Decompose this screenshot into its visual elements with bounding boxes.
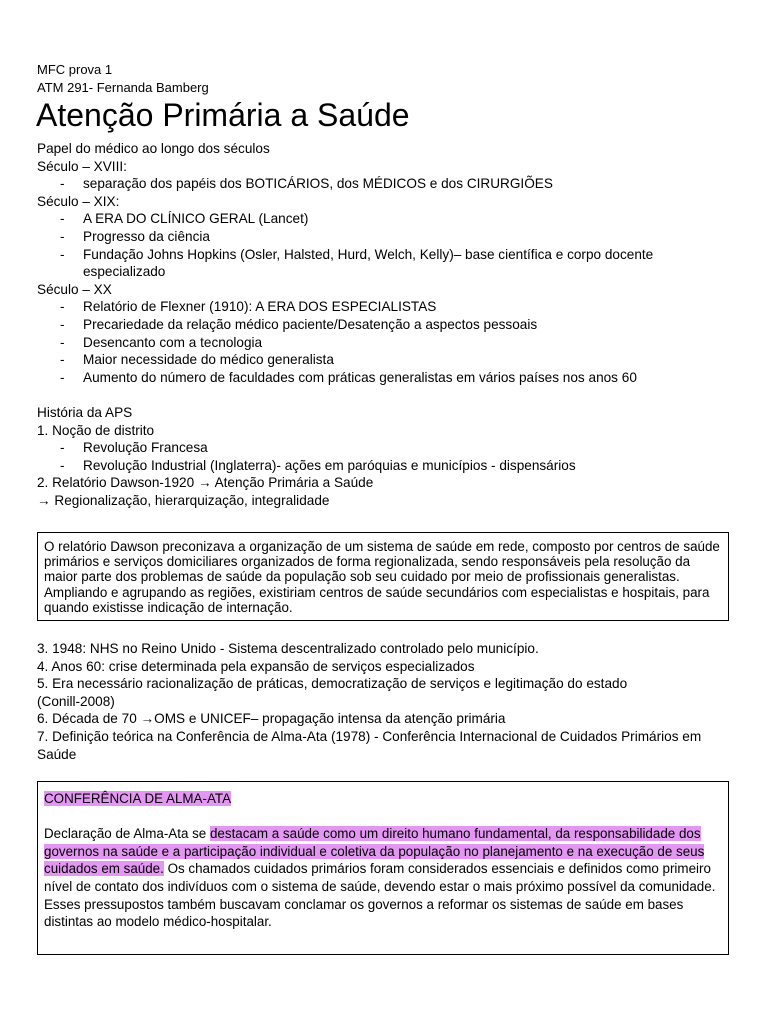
historia-item-1-list bbox=[37, 439, 737, 474]
historia-heading: História da APS bbox=[37, 404, 133, 420]
alma-ata-box bbox=[37, 781, 729, 955]
list-item: - Aumento do número de faculdades com práticas generalistas em vários países nos anos 60 bbox=[37, 369, 737, 387]
seculo-xx-list bbox=[37, 298, 737, 386]
seculo-xviii-list bbox=[37, 175, 737, 193]
alma-ata-text-before: Declaração de Alma-Ata se bbox=[44, 826, 210, 842]
list-item: - Revolução Francesa bbox=[37, 439, 737, 457]
seculo-xix-list bbox=[37, 210, 737, 280]
list-item: - Precariedade da relação médico paciente/Desatenção a aspectos pessoais bbox=[37, 316, 737, 334]
seculo-xix-label: Século – XIX: bbox=[37, 193, 120, 209]
historia-item-7: 7. Definição teórica na Conferência de Alma-Ata (1978) - Conferência Internacional de Cuidados Primários em Saúde bbox=[37, 728, 702, 762]
header-line-1: MFC prova 1 bbox=[37, 62, 113, 77]
seculo-xviii-label: Século – XVIII: bbox=[37, 158, 127, 174]
alma-ata-highlight: destacam a saúde como um direito humano fundamental, da responsabilidade dos governos na saúde e a participação individual e coletiva da população no planejamento e na execução de seus cuidados em saúde. bbox=[44, 826, 705, 877]
list-item: - Revolução Industrial (Inglaterra)- ações em paróquias e municípios - dispensários bbox=[37, 457, 737, 475]
historia-item-1: 1. Noção de distrito bbox=[37, 422, 155, 438]
list-item: - Desencanto com a tecnologia bbox=[37, 334, 737, 352]
historia-item-2-sub: → Regionalização, hierarquização, integralidade bbox=[37, 492, 330, 508]
historia-item-4: 4. Anos 60: crise determinada pela expansão de serviços especializados bbox=[37, 658, 475, 674]
historia-continued bbox=[37, 640, 737, 763]
list-item: - separação dos papéis dos BOTICÁRIOS, dos MÉDICOS e dos CIRURGIÕES bbox=[37, 175, 737, 193]
dawson-box-text: O relatório Dawson preconizava a organização de um sistema de saúde em rede, composto por centros de saúde primários e serviços domiciliares organizados de forma regionalizada, sendo responsáveis pela resolução da maior parte dos problemas de saúde da população sob seu cuidado por meio de profissionais generalistas. Ampliando e agrupando as regiões, existiriam centros de saúde secundários com especialistas e hospitais, para quando existisse indicação de internação. bbox=[44, 539, 720, 615]
alma-ata-text-after: Os chamados cuidados primários foram considerados essenciais e definidos como primeiro nível de contato dos indivíduos com o sistema de saúde, devendo estar o mais próximo possível da comunidade. Esses pressupostos também buscavam conclamar os governos a reformar os sistemas de saúde em bases distintas ao modelo médico-hospitalar. bbox=[44, 861, 716, 930]
historia-item-5: 5. Era necessário racionalização de práticas, democratização de serviços e legitimação do estado (Conill-2008) bbox=[37, 676, 628, 709]
page-title: Atenção Primária a Saúde bbox=[36, 97, 410, 133]
list-item: - A ERA DO CLÍNICO GERAL (Lancet) bbox=[37, 210, 737, 228]
dawson-box bbox=[37, 532, 729, 621]
list-item: - Maior necessidade do médico generalista bbox=[37, 351, 737, 369]
alma-ata-paragraph bbox=[44, 825, 722, 931]
list-item: - Relatório de Flexner (1910): A ERA DOS ESPECIALISTAS bbox=[37, 298, 737, 316]
historia-item-2: 2. Relatório Dawson-1920 → Atenção Primária a Saúde bbox=[37, 475, 374, 491]
seculo-xx-label: Século – XX bbox=[37, 281, 112, 297]
alma-ata-heading: CONFERÊNCIA DE ALMA-ATA bbox=[44, 791, 232, 806]
historia-item-6: 6. Década de 70 →OMS e UNICEF– propagação intensa da atenção primária bbox=[37, 711, 506, 727]
header-line-2: ATM 291- Fernanda Bamberg bbox=[37, 80, 209, 95]
papel-heading: Papel do médico ao longo dos séculos bbox=[37, 141, 270, 156]
historia-item-3: 3. 1948: NHS no Reino Unido - Sistema descentralizado controlado pelo município. bbox=[37, 641, 539, 656]
main-content bbox=[37, 140, 737, 509]
list-item: - Fundação Johns Hopkins (Osler, Halsted, Hurd, Welch, Kelly)– base científica e corpo docente especializado bbox=[37, 246, 737, 281]
list-item: - Progresso da ciência bbox=[37, 228, 737, 246]
